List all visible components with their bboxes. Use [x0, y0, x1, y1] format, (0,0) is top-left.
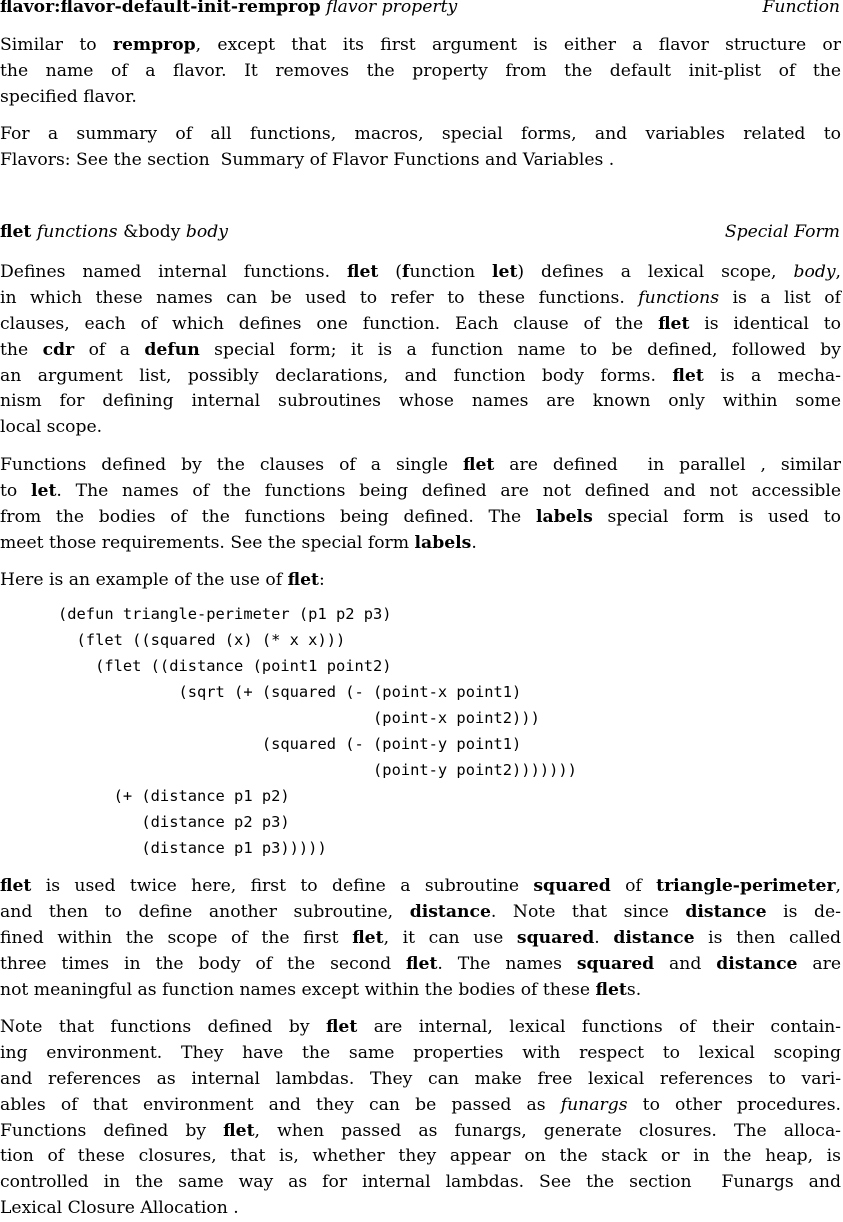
text-line: Functions defined by the clauses of a single flet are defined in parallel , similar [0, 455, 842, 475]
text-line: clauses, each of which defines one function. Each clause of the flet is identical to [0, 313, 841, 334]
paragraph [0, 33, 841, 111]
entry-header-flet [0, 222, 840, 242]
text-line: not meaningful as function names except within the bodies of these flets. [0, 979, 642, 1000]
text-line: to let. The names of the functions being defined are not defined and not accessible [0, 480, 841, 501]
text-line: Flavors: See the section Summary of Flavor Functions and Variables . [0, 149, 615, 170]
text-line: controlled in the same way as for internal lambdas. See the section Funargs and [0, 1172, 841, 1193]
text-line: ing environment. They have the same properties with respect to lexical scoping [0, 1042, 841, 1063]
text-line: meet those requirements. See the special form labels. [0, 532, 477, 553]
paragraph [0, 453, 841, 557]
code-line: (defun triangle-perimeter (p1 p2 p3) [58, 605, 392, 623]
text-line: flet is used twice here, first to define a subroutine squared of triangle-perimeter, [0, 876, 842, 896]
paragraph [0, 874, 841, 1003]
code-line: (flet ((squared (x) (* x x))) [58, 631, 346, 649]
text-line: from the bodies of the functions being defined. The labels special form is used to [0, 506, 841, 527]
function-name: flavor:flavor-default-init-remprop [0, 0, 321, 17]
text-line: and references as internal lambdas. They can make free lexical references to vari- [0, 1068, 841, 1089]
text-line: the cdr of a defun special form; it is a function name to be defined, followed by [0, 339, 841, 360]
text-line: Similar to remprop, except that its first argument is either a flavor structure or [0, 35, 841, 55]
text-line: nism for defining internal subroutines whose names are known only within some [0, 391, 841, 412]
text-line: Defines named internal functions. flet (function let) defines a lexical scope, body, [0, 262, 841, 282]
function-args: functions &body body [36, 222, 228, 242]
paragraph [0, 1015, 841, 1222]
paragraph [0, 260, 841, 441]
text-line: ables of that environment and they can be passed as funargs to other procedures. [0, 1094, 841, 1115]
code-line: (squared (- (point-y point1) [58, 735, 522, 753]
code-example [58, 601, 577, 861]
text-line: specified flavor. [0, 86, 137, 107]
code-line: (point-y point2))))))) [58, 761, 577, 779]
code-line: (distance p1 p3))))) [58, 839, 327, 857]
text-line: Here is an example of the use of flet: [0, 570, 325, 590]
entry-header-flavor-default-init-remprop [0, 0, 840, 17]
text-line: Note that functions defined by flet are internal, lexical functions of their contain- [0, 1017, 841, 1037]
text-line: local scope. [0, 417, 103, 438]
code-line: (sqrt (+ (squared (- (point-x point1) [58, 683, 522, 701]
code-line: (distance p2 p3) [58, 813, 290, 831]
text-line: fined within the scope of the first flet, it can use squared. distance is then called [0, 927, 841, 948]
paragraph [0, 122, 841, 174]
paragraph [0, 568, 841, 594]
function-args: flavor property [326, 0, 458, 17]
code-line: (point-x point2))) [58, 709, 540, 727]
entry-kind: Function [762, 0, 840, 17]
text-line: the name of a flavor. It removes the property from the default init-plist of the [0, 60, 841, 81]
text-line: and then to define another subroutine, distance. Note that since distance is de- [0, 901, 841, 922]
text-line: Functions defined by flet, when passed as funargs, generate closures. The alloca- [0, 1120, 841, 1141]
code-line: (+ (distance p1 p2) [58, 787, 290, 805]
text-line: in which these names can be used to refer to these functions. functions is a list of [0, 287, 841, 308]
function-name: flet [0, 222, 32, 242]
text-line: an argument list, possibly declarations, and function body forms. flet is a mecha- [0, 365, 841, 386]
text-line: tion of these closures, that is, whether they appear on the stack or in the heap, is [0, 1146, 841, 1167]
code-line: (flet ((distance (point1 point2) [58, 657, 392, 675]
entry-kind: Special Form [724, 222, 840, 242]
text-line: For a summary of all functions, macros, special forms, and variables related to [0, 124, 841, 144]
text-line: Lexical Closure Allocation . [0, 1198, 239, 1219]
text-line: three times in the body of the second flet. The names squared and distance are [0, 953, 842, 974]
